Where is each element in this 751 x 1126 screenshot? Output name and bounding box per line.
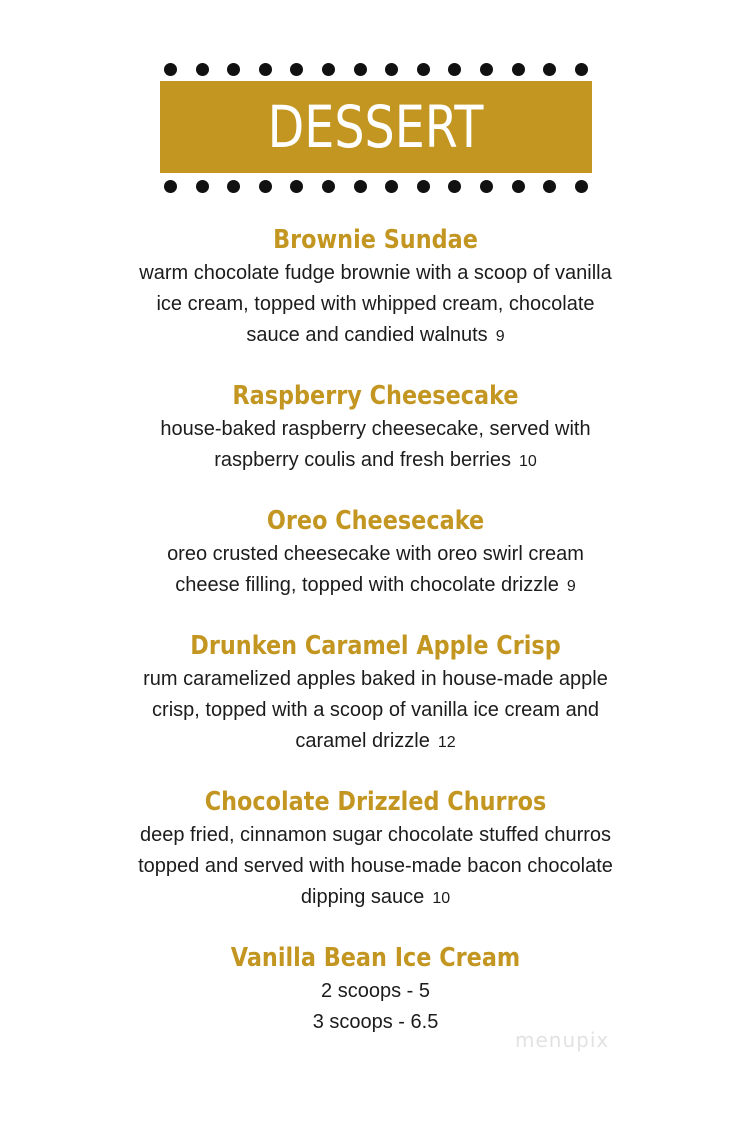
dot	[385, 180, 398, 193]
menu-item	[60, 628, 691, 758]
desc-line: 2 scoops - 5	[321, 980, 430, 1002]
item-name: Brownie Sundae	[273, 225, 478, 255]
desc-line	[60, 882, 691, 914]
dot-border-top	[164, 62, 588, 76]
menu-item	[60, 784, 691, 914]
dot	[512, 63, 525, 76]
item-name: Oreo Cheesecake	[266, 506, 485, 536]
desc-line: deep fried, cinnamon sugar chocolate stuffed churros	[139, 824, 612, 846]
desc-line: ice cream, topped with whipped cream, chocolate	[156, 293, 595, 315]
dot	[259, 63, 272, 76]
dessert-menu	[60, 222, 691, 1038]
desc-line	[60, 726, 691, 758]
desc-line: topped and served with house-made bacon chocolate	[138, 855, 613, 877]
dot	[543, 180, 556, 193]
dot	[290, 63, 303, 76]
dot	[448, 180, 461, 193]
dot-border-bottom	[164, 179, 588, 193]
page-title: DESSERT	[268, 93, 484, 161]
dot	[480, 180, 493, 193]
dot	[575, 63, 588, 76]
dot	[259, 180, 272, 193]
menu-item	[60, 503, 691, 602]
dot	[575, 180, 588, 193]
dot	[417, 63, 430, 76]
dot	[480, 63, 493, 76]
dot	[354, 63, 367, 76]
dot	[227, 180, 240, 193]
desc-line: crisp, topped with a scoop of vanilla ice cream and	[152, 699, 599, 721]
dot	[417, 180, 430, 193]
title-banner	[160, 81, 592, 173]
dot	[512, 180, 525, 193]
dot	[385, 63, 398, 76]
dot	[448, 63, 461, 76]
item-price: 12	[437, 734, 456, 751]
item-description	[60, 414, 691, 477]
watermark: menupix	[515, 1028, 610, 1052]
item-description	[60, 820, 691, 914]
item-price: 9	[566, 578, 576, 595]
item-price: 10	[432, 890, 451, 907]
item-name: Drunken Caramel Apple Crisp	[190, 631, 561, 661]
dot	[196, 180, 209, 193]
dot	[354, 180, 367, 193]
desc-line	[60, 320, 691, 352]
desc-line: house-baked raspberry cheesecake, served with	[160, 418, 591, 440]
desc-line	[60, 570, 691, 602]
desc-line	[60, 445, 691, 477]
desc-text: sauce and candied walnuts	[246, 324, 488, 346]
item-description	[60, 258, 691, 352]
dot	[164, 180, 177, 193]
dot	[543, 63, 556, 76]
menu-item	[60, 940, 691, 1038]
dot	[196, 63, 209, 76]
menu-item	[60, 222, 691, 352]
item-price: 9	[495, 328, 505, 345]
dot	[227, 63, 240, 76]
desc-text: cheese filling, topped with chocolate drizzle	[175, 574, 559, 596]
desc-text: raspberry coulis and fresh berries	[214, 449, 511, 471]
item-description	[60, 664, 691, 758]
desc-text: dipping sauce	[300, 886, 425, 908]
desc-text: caramel drizzle	[295, 730, 430, 752]
item-name: Chocolate Drizzled Churros	[204, 787, 547, 817]
dot	[322, 63, 335, 76]
desc-line: oreo crusted cheesecake with oreo swirl cream	[167, 543, 584, 565]
dot	[290, 180, 303, 193]
item-description	[60, 539, 691, 602]
item-price: 10	[519, 453, 537, 470]
desc-line: 3 scoops - 6.5	[312, 1011, 439, 1033]
desc-line: rum caramelized apples baked in house-made apple	[143, 668, 608, 690]
header-banner	[160, 60, 592, 194]
dot	[164, 63, 177, 76]
desc-line: warm chocolate fudge brownie with a scoop of vanilla	[139, 262, 612, 284]
item-name: Vanilla Bean Ice Cream	[230, 943, 521, 973]
dot	[322, 180, 335, 193]
menu-item	[60, 378, 691, 477]
item-name: Raspberry Cheesecake	[232, 381, 519, 411]
